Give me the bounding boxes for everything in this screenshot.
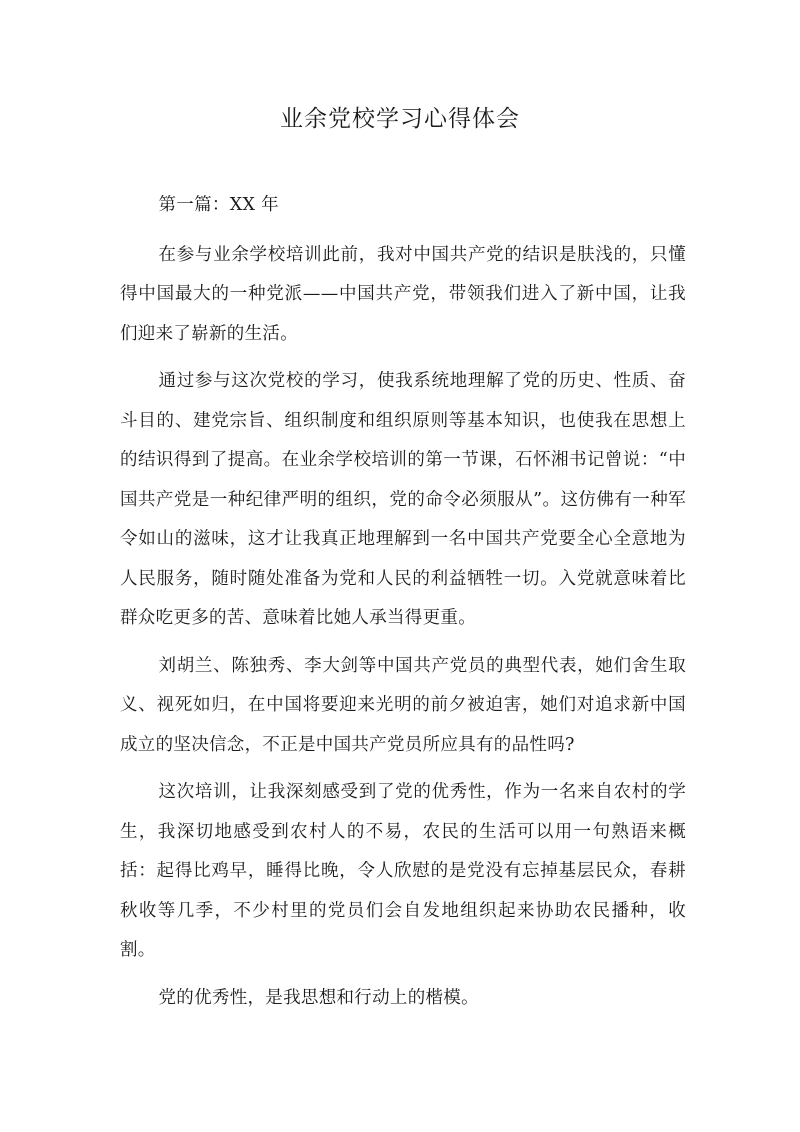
paragraph-3: 刘胡兰、陈独秀、李大剑等中国共产党员的典型代表，她们舍生取义、视死如归，在中国将要迎来光明的前夕被迫害，她们对追求新中国成立的坚决信念，不正是中国共产党员所应具有的品性吗?: [120, 655, 686, 755]
document-title: 业余党校学习心得体会: [280, 106, 520, 132]
paragraph-1: 在参与业余学校培训此前，我对中国共产党的结识是肤浅的，只懂得中国最大的一种党派——中国共产党，带领我们进入了新中国，让我们迎来了崭新的生活。: [120, 244, 686, 344]
document-body: [120, 186, 686, 1026]
section-heading: 第一篇：XX 年: [158, 195, 279, 215]
paragraph-4: 这次培训，让我深刻感受到了党的优秀性，作为一名来自农村的学生，我深切地感受到农村人的不易，农民的生活可以用一句熟语来概括：起得比鸡早，睡得比晚，令人欣慰的是党没有忘掉基层民众，春耕秋收等几季，不少村里的党员们会自发地组织起来协助农民播种，收割。: [120, 782, 686, 960]
paragraph-5: 党的优秀性，是我思想和行动上的楷模。: [158, 987, 479, 1008]
paragraph-2: 通过参与这次党校的学习，使我系统地理解了党的历史、性质、奋斗目的、建党宗旨、组织制度和组织原则等基本知识，也使我在思想上的结识得到了提高。在业余学校培训的第一节课，石怀湘书记曾说：“中国共产党是一种纪律严明的组织，党的命令必须服从”。这仿佛有一种军令如山的滋味，这才让我真正地理解到一名中国共产党要全心全意地为人民服务，随时随处准备为党和人民的利益牺牲一切。入党就意味着比群众吃更多的苦、意味着比她人承当得更重。: [120, 371, 686, 628]
